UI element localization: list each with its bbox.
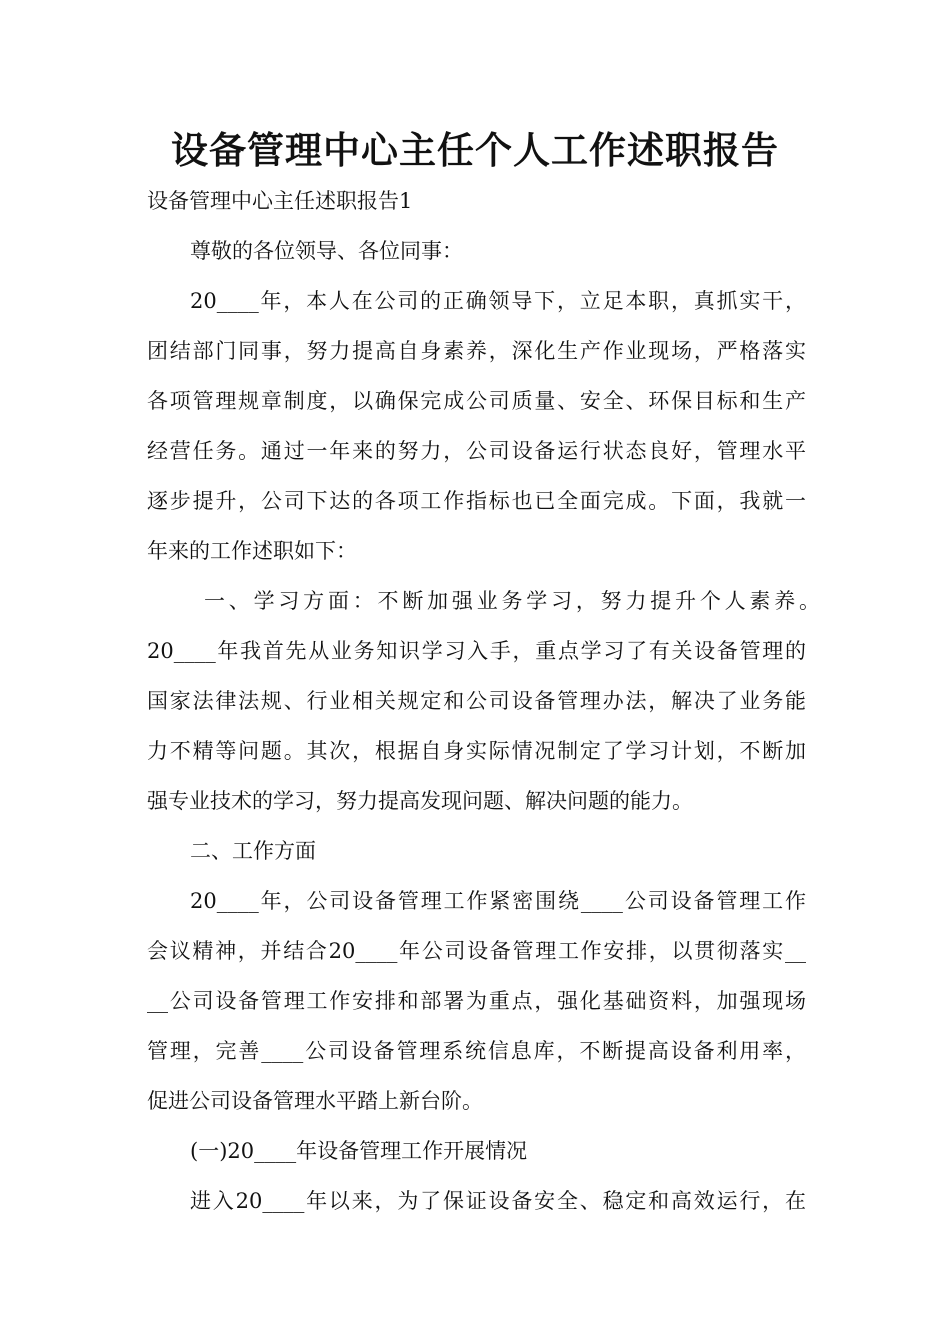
paragraph-line: 会议精神，并结合20____年公司设备管理工作安排，以贯彻落实__ — [147, 939, 806, 963]
report-subtitle: 设备管理中心主任述职报告1 — [147, 189, 413, 213]
paragraph-line: 进入20____年以来，为了保证设备安全、稳定和高效运行，在 — [190, 1189, 806, 1213]
section-heading-study: 一、学习方面：不断加强业务学习，努力提升个人素养。 — [204, 589, 820, 613]
section-heading-work: 二、工作方面 — [190, 839, 316, 863]
paragraph-line: 20____年我首先从业务知识学习入手，重点学习了有关设备管理的 — [147, 639, 806, 663]
paragraph-line: 各项管理规章制度，以确保完成公司质量、安全、环保目标和生产 — [147, 389, 806, 413]
paragraph-line: 国家法律法规、行业相关规定和公司设备管理办法，解决了业务能 — [147, 689, 806, 713]
paragraph-line: 力不精等问题。其次，根据自身实际情况制定了学习计划，不断加 — [147, 739, 806, 763]
paragraph-line: 20____年，本人在公司的正确领导下，立足本职，真抓实干， — [190, 289, 806, 313]
paragraph-line: 20____年，公司设备管理工作紧密围绕____公司设备管理工作 — [190, 889, 806, 913]
paragraph-line: 促进公司设备管理水平踏上新台阶。 — [147, 1089, 483, 1113]
document-title: 设备管理中心主任个人工作述职报告 — [171, 129, 779, 172]
salutation: 尊敬的各位领导、各位同事： — [190, 239, 463, 263]
paragraph-line: 逐步提升，公司下达的各项工作指标也已全面完成。下面，我就一 — [147, 489, 806, 513]
paragraph-line: 强专业技术的学习，努力提高发现问题、解决问题的能力。 — [147, 789, 693, 813]
paragraph-line: 经营任务。通过一年来的努力，公司设备运行状态良好，管理水平 — [147, 439, 806, 463]
subsection-heading: (一)20____年设备管理工作开展情况 — [190, 1139, 528, 1163]
paragraph-line: 团结部门同事，努力提高自身素养，深化生产作业现场，严格落实 — [147, 339, 806, 363]
paragraph-line: 管理，完善____公司设备管理系统信息库，不断提高设备利用率， — [147, 1039, 806, 1063]
paragraph-line: 年来的工作述职如下： — [147, 539, 357, 563]
paragraph-line: __公司设备管理工作安排和部署为重点，强化基础资料，加强现场 — [147, 989, 806, 1013]
